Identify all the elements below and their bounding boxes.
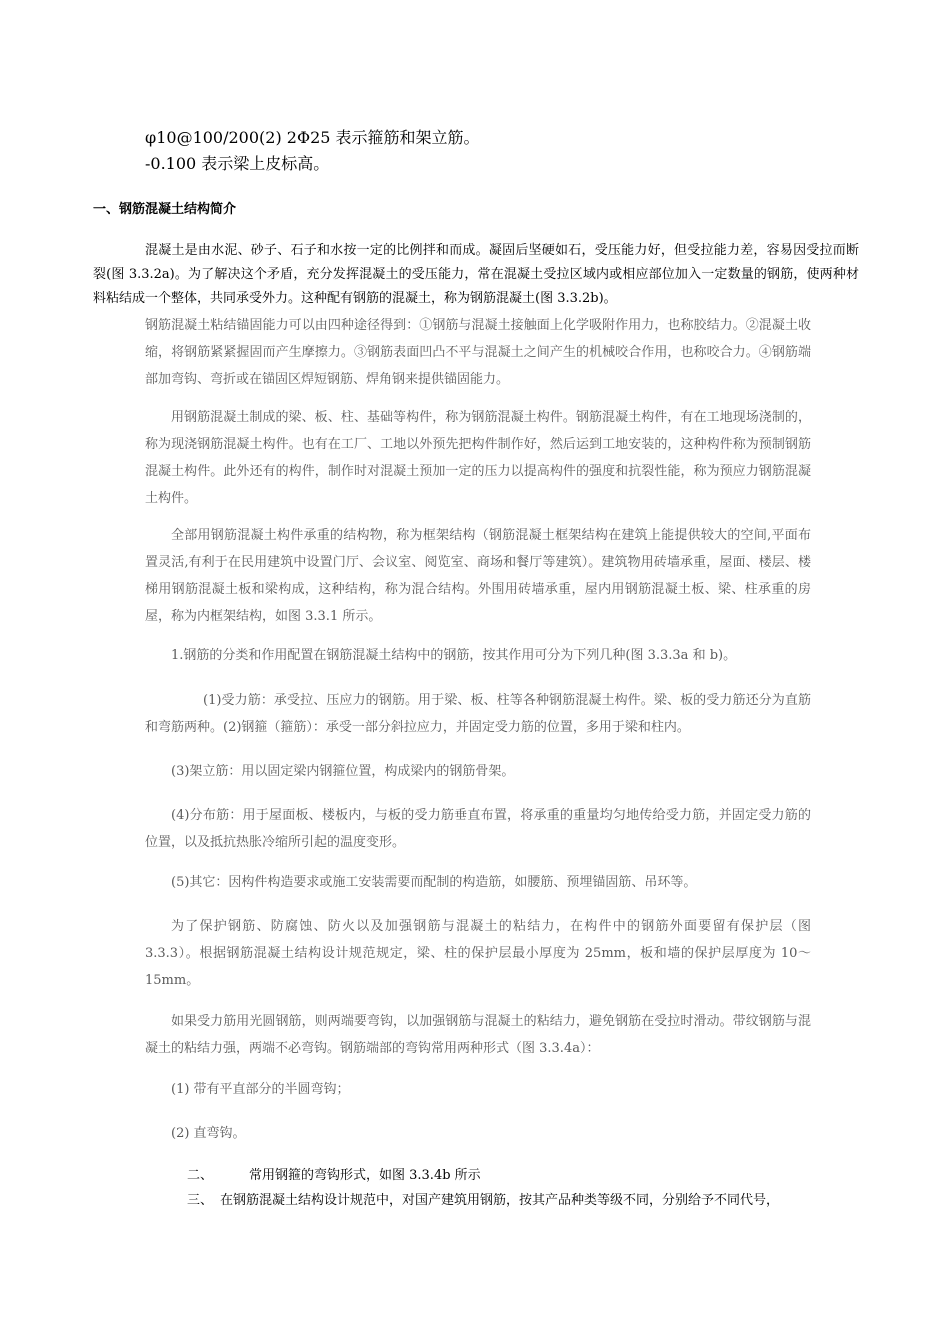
paragraph-hook-type-1: (1) 带有平直部分的半圆弯钩； <box>171 1082 350 1097</box>
paragraph-erection-bar: (3)架立筋：用以固定梁内钢箍位置，构成梁内的钢筋骨架。 <box>171 764 515 779</box>
paragraph-main-bar-stirrup: (1)受力筋：承受拉、压应力的钢筋。用于梁、板、柱等各种钢筋混凝土构件。梁、板的受力筋还分为直筋和弯筋两种。(2)钢箍（箍筋）：承受一部分斜拉应力，并固定受力筋的位置，多用于梁和柱内。 <box>145 693 811 735</box>
paragraph-rc-members: 用钢筋混凝土制成的梁、板、柱、基础等构件，称为钢筋混凝土构件。钢筋混凝土构件，有在工地现场浇制的，称为现浇钢筋混凝土构件。也有在工厂、工地以外预先把构件制作好，然后运到工地安装的，这种构件称为预制钢筋混凝土构件。此外还有的构件，制作时对混凝土预加一定的压力以提高构件的强度和抗裂性能，称为预应力钢筋混凝土构件。 <box>145 410 811 506</box>
list-item-stirrup-hooks <box>187 1164 481 1188</box>
section-heading-rc-structure: 一、钢筋混凝土结构简介 <box>93 202 237 217</box>
list-item-steel-codes <box>187 1189 779 1213</box>
list-item-number: 三、 <box>187 1193 214 1208</box>
text-line-elevation-notation: -0.100 表示梁上皮标高。 <box>145 154 330 173</box>
paragraph-rebar-classification: 1.钢筋的分类和作用配置在钢筋混凝土结构中的钢筋，按其作用可分为下列几种(图 3.3.3a 和 b)。 <box>171 648 737 663</box>
paragraph-other-bars: (5)其它：因构件构造要求或施工安装需要而配制的构造筋，如腰筋、预埋锚固筋、吊环等。 <box>171 875 697 890</box>
paragraph-cover-layer: 为了保护钢筋、防腐蚀、防火以及加强钢筋与混凝土的粘结力，在构件中的钢筋外面要留有保护层（图 3.3.3）。根据钢筋混凝土结构设计规范规定，梁、柱的保护层最小厚度为 25mm，板和墙的保护层厚度为 10～15mm。 <box>145 919 811 988</box>
paragraph-distribution-bar: (4)分布筋：用于屋面板、楼板内，与板的受力筋垂直布置，将承重的重量均匀地传给受力筋，并固定受力筋的位置，以及抵抗热胀冷缩所引起的温度变形。 <box>145 808 811 850</box>
list-item-text: 常用钢箍的弯钩形式，如图 3.3.4b 所示 <box>249 1168 481 1183</box>
paragraph-concrete-intro: 混凝土是由水泥、砂子、石子和水按一定的比例拌和而成。凝固后坚硬如石，受压能力好，但受拉能力差，容易因受拉而断裂(图 3.3.2a)。为了解决这个矛盾，充分发挥混凝土的受压能力，常在混凝土受拉区域内或相应部位加入一定数量的钢筋，使两种材料粘结成一个整体，共同承受外力。这种配有钢筋的混凝土，称为钢筋混凝土(图 3.3.2b)。 <box>93 243 859 306</box>
paragraph-frame-structure: 全部用钢筋混凝土构件承重的结构物，称为框架结构（钢筋混凝土框架结构在建筑上能提供较大的空间,平面布置灵活,有利于在民用建筑中设置门厅、会议室、阅览室、商场和餐厅等建筑）。建筑物用砖墙承重，屋面、楼层、楼梯用钢筋混凝土板和梁构成，这种结构，称为混合结构。外围用砖墙承重，屋内用钢筋混凝土板、梁、柱承重的房屋，称为内框架结构，如图 3.3.1 所示。 <box>145 528 811 624</box>
text-line-stirrup-notation: φ10@100/200(2) 2Φ25 表示箍筋和架立筋。 <box>145 128 480 147</box>
paragraph-hook-type-2: (2) 直弯钩。 <box>171 1126 246 1141</box>
paragraph-hooks: 如果受力筋用光圆钢筋，则两端要弯钩，以加强钢筋与混凝土的粘结力，避免钢筋在受拉时滑动。带纹钢筋与混凝土的粘结力强，两端不必弯钩。钢筋端部的弯钩常用两种形式（图 3.3.4a）： <box>145 1014 811 1056</box>
paragraph-bond-anchorage: 钢筋混凝土粘结锚固能力可以由四种途径得到：①钢筋与混凝土接触面上化学吸附作用力，也称胶结力。②混凝土收缩，将钢筋紧紧握固而产生摩擦力。③钢筋表面凹凸不平与混凝土之间产生的机械咬合作用，也称咬合力。④钢筋端部加弯钩、弯折或在锚固区焊短钢筋、焊角钢来提供锚固能力。 <box>145 318 811 387</box>
list-item-text: 在钢筋混凝土结构设计规范中，对国产建筑用钢筋，按其产品种类等级不同，分别给予不同代号， <box>220 1193 780 1208</box>
list-item-number: 二、 <box>187 1168 214 1183</box>
